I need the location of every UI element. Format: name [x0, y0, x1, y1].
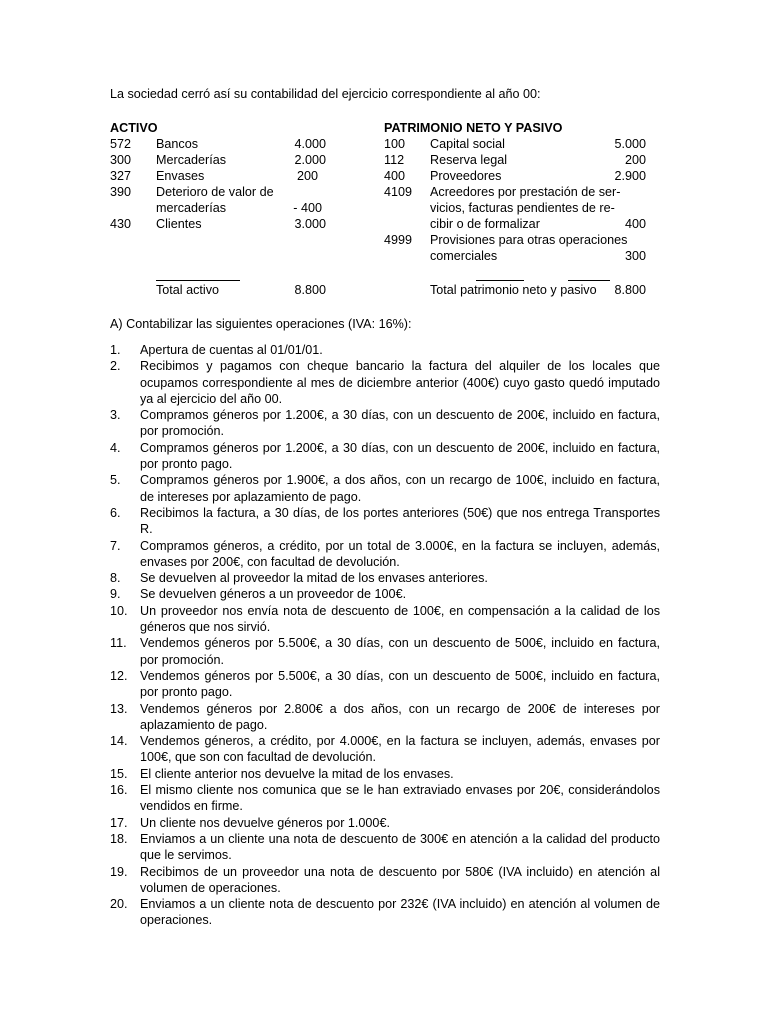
activo-code: 430: [110, 217, 132, 231]
activo-amount: - 400: [293, 201, 322, 215]
list-item: [110, 635, 660, 668]
item-text: Recibimos y pagamos con cheque bancario la factura del alquiler de los locales que ocupamos correspondiente al mes de diciembre anterior (400€) cuyo gasto quedó imputado ya al ejercicio del año 00.: [140, 359, 660, 406]
pasivo-amount: 400: [624, 217, 646, 231]
pasivo-account-cont: cibir o de formalizar: [430, 217, 540, 231]
activo-account: Mercaderías: [156, 153, 226, 167]
item-number: 6.: [110, 505, 121, 520]
activo-code: 390: [110, 185, 132, 199]
item-number: 18.: [110, 831, 128, 846]
list-item: [110, 358, 660, 407]
pasivo-account: Reserva legal: [430, 153, 508, 167]
list-item: [110, 505, 660, 538]
item-number: 20.: [110, 897, 128, 912]
activo-amount: 2.000: [294, 153, 326, 167]
list-item: [110, 782, 660, 815]
list-item: [110, 896, 660, 929]
list-item: [110, 815, 660, 831]
item-text: Enviamos a un cliente nota de descuento por 232€ (IVA incluido) en atención al volumen de operaciones.: [140, 897, 660, 928]
activo-code: 300: [110, 153, 132, 167]
item-text: Un proveedor nos envía nota de descuento de 100€, en compensación a la calidad de los géneros que nos sirvió.: [140, 603, 660, 635]
item-text: Vendemos géneros por 5.500€, a 30 días, con un descuento de 500€, incluido en factura, por promoción.: [140, 636, 660, 667]
list-item: [110, 472, 660, 505]
activo-amount: 4.000: [294, 137, 326, 151]
pasivo-code: 400: [384, 169, 406, 183]
list-item: [110, 440, 660, 473]
pasivo-account: Proveedores: [430, 169, 502, 183]
list-item: [110, 603, 660, 636]
activo-account-cont: mercaderías: [156, 201, 226, 215]
list-item: [110, 831, 660, 864]
activo-account: Bancos: [156, 137, 199, 151]
pasivo-total-amount: 8.800: [614, 283, 646, 297]
list-item: [110, 407, 660, 440]
item-number: 12.: [110, 668, 128, 683]
item-number: 8.: [110, 571, 121, 586]
item-number: 1.: [110, 343, 121, 357]
pasivo-total-rule: [568, 280, 610, 281]
activo-total-rule: [156, 280, 240, 281]
pasivo-amount: 300: [624, 249, 646, 263]
pasivo-code: 112: [384, 153, 405, 167]
pasivo-amount: 2.900: [614, 169, 646, 183]
list-item: [110, 766, 660, 782]
item-text: Se devuelven géneros a un proveedor de 100€.: [140, 587, 407, 602]
list-item: [110, 538, 660, 571]
item-text: Compramos géneros, a crédito, por un total de 3.000€, en la factura se incluyen, además, envases por 200€, con facultad de devolución.: [140, 538, 660, 569]
item-number: 5.: [110, 473, 121, 488]
pasivo-code: 4999: [384, 233, 413, 247]
pasivo-account: Provisiones para otras operaciones: [430, 233, 628, 247]
item-number: 16.: [110, 783, 128, 798]
list-item: [110, 733, 660, 766]
list-item: [110, 570, 660, 586]
activo-account: Envases: [156, 169, 205, 183]
pasivo-code: 4109: [384, 185, 413, 199]
item-text: Recibimos la factura, a 30 días, de los portes anteriores (50€) que nos entrega Transportes R.: [140, 505, 660, 537]
item-number: 13.: [110, 701, 128, 716]
activo-amount: 200: [296, 169, 318, 183]
pasivo-total-rule: [476, 280, 524, 281]
activo-amount: 3.000: [294, 217, 326, 231]
item-number: 9.: [110, 587, 121, 602]
item-number: 11.: [110, 636, 127, 651]
item-text: Vendemos géneros por 2.800€ a dos años, con un recargo de 200€ de intereses por aplazamiento de pago.: [140, 701, 660, 732]
item-text: Apertura de cuentas al 01/01/01.: [140, 343, 323, 357]
item-text: Compramos géneros por 1.200€, a 30 días, con un descuento de 200€, incluido en factura, por pronto pago.: [140, 440, 660, 472]
pasivo-account: Acreedores por prestación de ser-: [430, 185, 621, 199]
intro-text: La sociedad cerró así su contabilidad del ejercicio correspondiente al año 00:: [110, 87, 541, 101]
section-a-heading: A) Contabilizar las siguientes operaciones (IVA: 16%):: [110, 317, 412, 331]
pasivo-account-cont: vicios, facturas pendientes de re-: [430, 201, 615, 215]
pasivo-total-label: Total patrimonio neto y pasivo: [430, 283, 597, 297]
item-number: 4.: [110, 440, 121, 455]
item-number: 10.: [110, 603, 128, 618]
item-number: 19.: [110, 864, 128, 879]
item-text: Vendemos géneros, a crédito, por 4.000€, en la factura se incluyen, además, envases por 100€, que son con facultad de devolución.: [140, 734, 660, 765]
item-text: Vendemos géneros por 5.500€, a 30 días, con un descuento de 500€, incluido en factura, por pronto pago.: [140, 668, 660, 700]
pasivo-account-cont: comerciales: [430, 249, 498, 263]
item-number: 14.: [110, 734, 128, 749]
pasivo-heading: PATRIMONIO NETO Y PASIVO: [384, 121, 563, 135]
list-item: [110, 668, 660, 701]
pasivo-amount: 5.000: [614, 137, 646, 151]
activo-code: 327: [110, 169, 132, 183]
list-item: [110, 864, 660, 897]
item-number: 2.: [110, 359, 121, 374]
list-item: [110, 342, 660, 358]
activo-total-amount: 8.800: [294, 283, 326, 297]
item-text: El mismo cliente nos comunica que se le han extraviado envases por 20€, considerándolos vendidos en firme.: [140, 783, 660, 814]
item-text: Enviamos a un cliente una nota de descuento de 300€ en atención a la calidad del producto que le servimos.: [140, 831, 660, 863]
activo-account: Clientes: [156, 217, 202, 231]
pasivo-account: Capital social: [430, 137, 505, 151]
item-number: 7.: [110, 538, 121, 553]
activo-code: 572: [110, 137, 132, 151]
item-number: 17.: [110, 815, 128, 830]
pasivo-code: 100: [384, 137, 406, 151]
activo-total-label: Total activo: [156, 283, 219, 297]
operations-list: [110, 342, 660, 929]
item-text: Se devuelven al proveedor la mitad de los envases anteriores.: [140, 571, 488, 586]
item-number: 15.: [110, 766, 128, 781]
pasivo-amount: 200: [624, 153, 646, 167]
activo-heading: ACTIVO: [110, 121, 158, 135]
list-item: [110, 586, 660, 602]
item-text: Compramos géneros por 1.900€, a dos años, con un recargo de 100€, incluido en factura, de intereses por aplazamiento de pago.: [140, 473, 660, 504]
list-item: [110, 701, 660, 734]
item-text: Un cliente nos devuelve géneros por 1.000€.: [140, 815, 390, 830]
item-number: 3.: [110, 408, 121, 423]
item-text: Compramos géneros por 1.200€, a 30 días, con un descuento de 200€, incluido en factura, por promoción.: [140, 408, 660, 439]
item-text: El cliente anterior nos devuelve la mitad de los envases.: [140, 766, 454, 781]
item-text: Recibimos de un proveedor una nota de descuento por 580€ (IVA incluido) en atención al volumen de operaciones.: [140, 864, 660, 895]
activo-account: Deterioro de valor de: [156, 185, 274, 199]
